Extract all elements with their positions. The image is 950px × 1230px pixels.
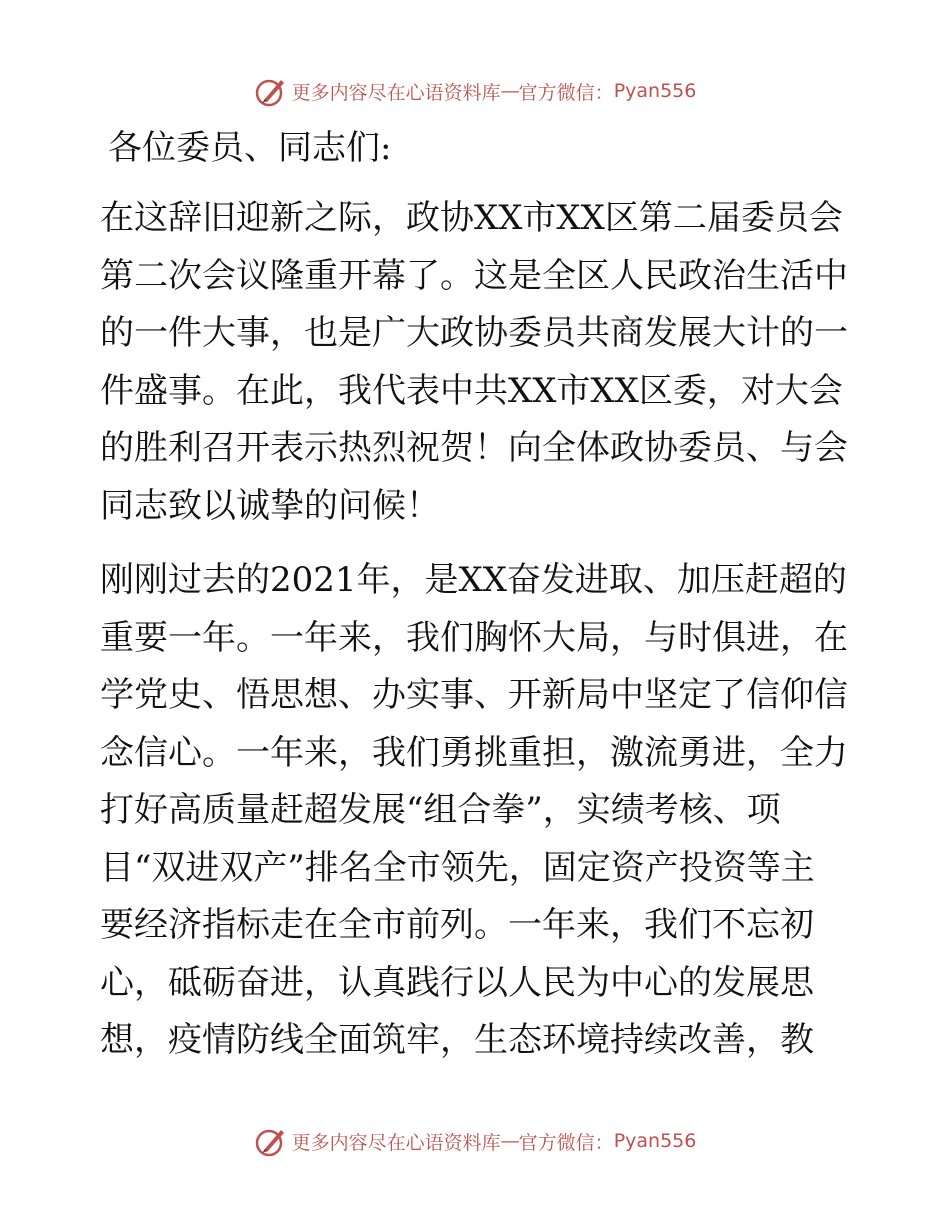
paragraph-2: 刚刚过去的2021年，是XX奋发进取、加压赶超的 重要一年。一年来，我们胸怀大局，与时俱进，在 学党史、悟思想、办实事、开新局中坚定了信仰信 念信心。一年来，我们勇挑重担，激流勇进，全力 打好高质量赶超发展“组合拳”，实绩考核、项 目“双进双产”排名全市领先，固定资产投资等主 要经济指标走在全市前列。一年来，我们不忘初 心，砥砺奋进，认真践行以人民为中心的发展思 想，疫情防线全面筑牢，生态环境持续改善，教 [100, 560, 848, 1060]
footer-watermark [0, 1121, 950, 1161]
watermark-wechat-id: Pyan556 [613, 1130, 697, 1152]
watermark-dash: — [500, 1130, 519, 1152]
quill-pen-logo-icon [254, 74, 288, 108]
watermark-text: 更多内容尽在心语资料库 [291, 81, 501, 104]
document-body [100, 120, 860, 1070]
header-watermark [0, 71, 950, 111]
watermark-wechat-label: 官方微信： [518, 1131, 614, 1154]
watermark-dash: — [500, 80, 519, 102]
watermark-text: 更多内容尽在心语资料库 [291, 1131, 501, 1154]
watermark-wechat-label: 官方微信： [518, 81, 614, 104]
paragraph-1: 在这辞旧迎新之际，政协XX市XX区第二届委员会 第二次会议隆重开幕了。这是全区人民政治生活中 的一件大事，也是广大政协委员共商发展大计的一 件盛事。在此，我代表中共XX市XX区委，对大会 的胜利召开表示热烈祝贺！向全体政协委员、与会 同志致以诚挚的问候！ [100, 198, 848, 526]
salutation: 各位委员、同志们: [108, 128, 392, 168]
quill-pen-logo-icon [254, 1124, 288, 1158]
watermark-wechat-id: Pyan556 [613, 80, 697, 102]
